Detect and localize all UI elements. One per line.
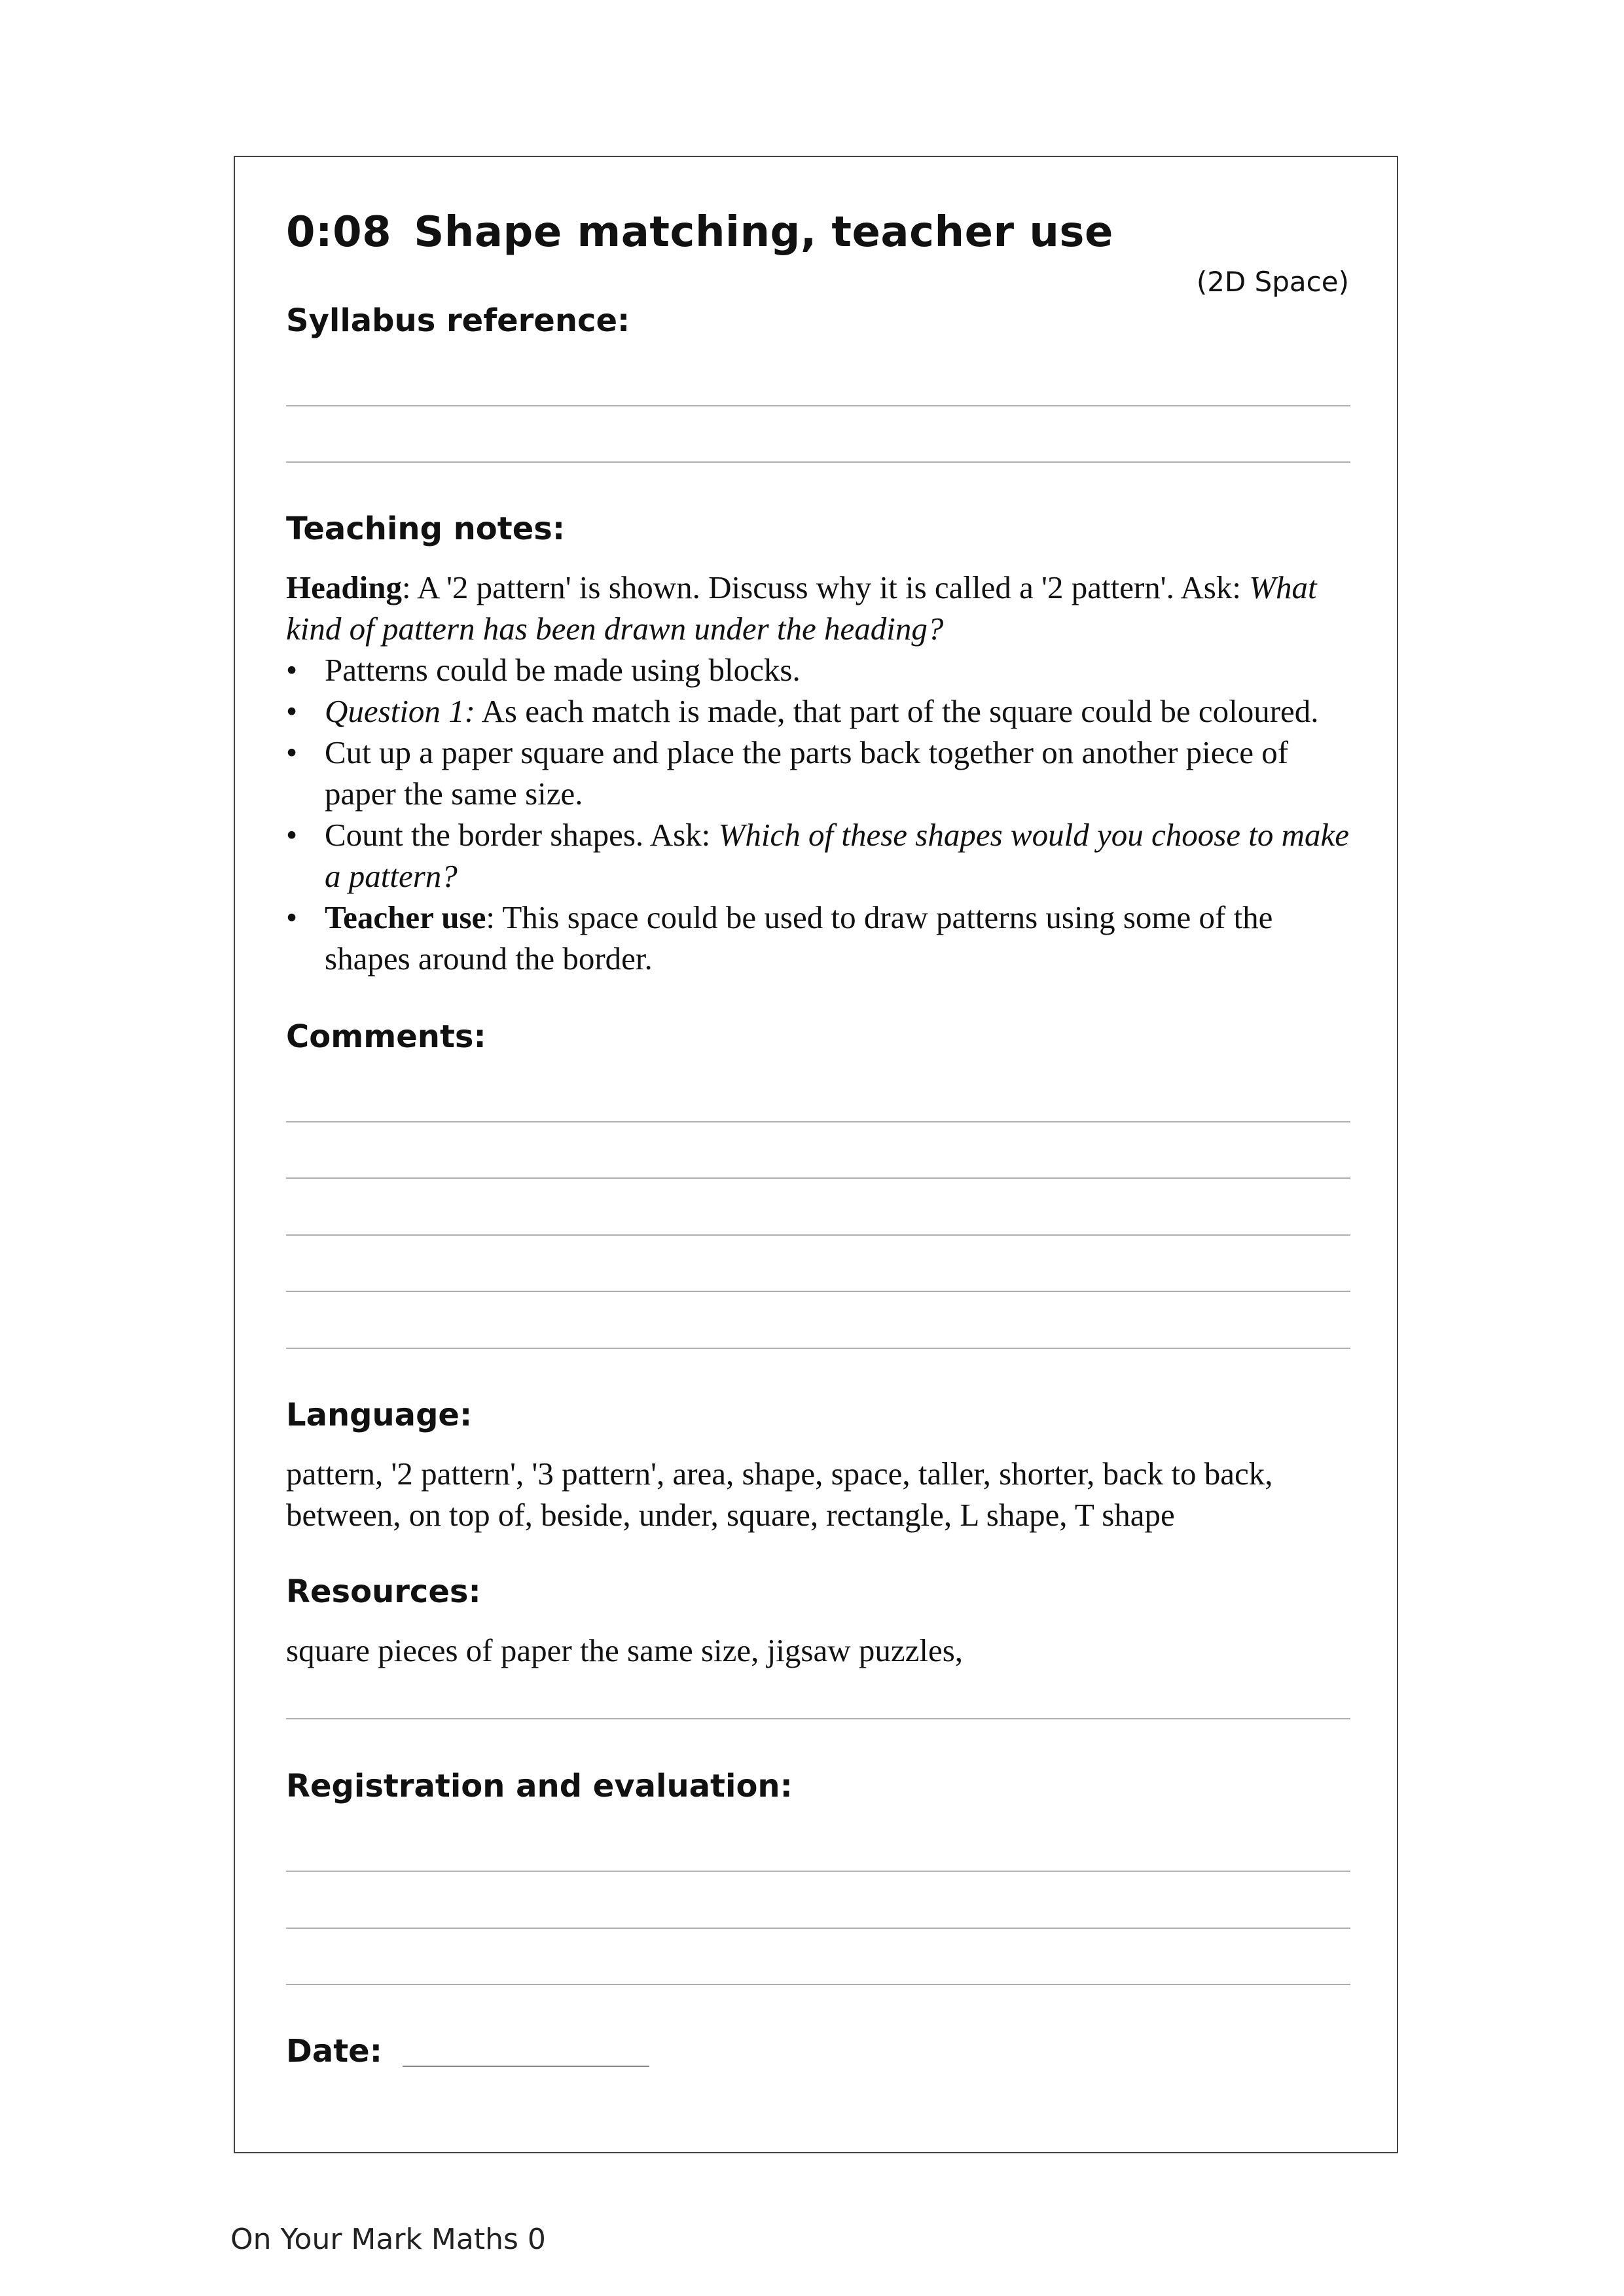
syllabus-line-1 xyxy=(286,405,1350,406)
bullet-text: Cut up a paper square and place the parts back together on another piece of paper the same size. xyxy=(325,734,1289,812)
bullet-icon: • xyxy=(286,652,298,688)
registration-line-2[interactable] xyxy=(286,1928,1350,1929)
resources-line[interactable] xyxy=(286,1718,1350,1719)
list-item xyxy=(286,897,1353,979)
teaching-notes-list xyxy=(286,649,1353,979)
date-line[interactable] xyxy=(403,2066,649,2067)
teaching-notes-heading: Teaching notes: xyxy=(286,511,566,547)
bullet-icon: • xyxy=(286,899,298,935)
bullet-text: As each match is made, that part of the square could be coloured. xyxy=(475,693,1319,729)
bullet-icon: • xyxy=(286,693,298,729)
bullet-italic: Which of these shapes would you choose to make a pattern? xyxy=(325,817,1350,894)
list-item xyxy=(286,814,1353,897)
language-heading: Language: xyxy=(286,1397,473,1433)
page-footer: On Your Mark Maths 0 xyxy=(230,2223,546,2256)
comments-line-2[interactable] xyxy=(286,1177,1350,1179)
comments-heading: Comments: xyxy=(286,1018,486,1055)
registration-line-3[interactable] xyxy=(286,1984,1350,1985)
list-item xyxy=(286,691,1353,732)
worksheet-frame xyxy=(234,156,1398,2153)
bullet-text: Count the border shapes. Ask: xyxy=(325,817,719,853)
comments-line-1[interactable] xyxy=(286,1121,1350,1122)
intro-text: : A '2 pattern' is shown. Discuss why it is called a '2 pattern'. Ask: xyxy=(401,569,1250,605)
bullet-italic: Question 1: xyxy=(325,693,475,729)
comments-line-3[interactable] xyxy=(286,1234,1350,1236)
intro-bold: Heading xyxy=(286,569,402,605)
activity-number: 0:08 xyxy=(286,208,392,257)
intro-italic: What kind of pattern has been drawn under the heading? xyxy=(286,569,1317,647)
registration-heading: Registration and evaluation: xyxy=(286,1768,793,1804)
resources-text: square pieces of paper the same size, jigsaw puzzles, xyxy=(286,1632,964,1668)
teaching-notes-body xyxy=(286,567,1353,979)
teaching-notes-intro xyxy=(286,567,1353,649)
list-item xyxy=(286,649,1353,691)
bullet-bold: Teacher use xyxy=(325,899,486,935)
language-text: pattern, '2 pattern', '3 pattern', area, shape, space, taller, shorter, back to back, between, on top of, beside, under, square, rectangle, L shape, T shape xyxy=(286,1456,1273,1533)
activity-title: Shape matching, teacher use xyxy=(414,208,1113,257)
bullet-text: : This space could be used to draw patterns using some of the shapes around the border. xyxy=(325,899,1273,977)
list-item xyxy=(286,732,1353,814)
syllabus-heading: Syllabus reference: xyxy=(286,302,630,339)
comments-line-5[interactable] xyxy=(286,1348,1350,1349)
topic-label: (2D Space) xyxy=(1196,266,1349,298)
syllabus-line-2 xyxy=(286,461,1350,463)
bullet-icon: • xyxy=(286,734,298,770)
bullet-text: Patterns could be made using blocks. xyxy=(325,652,801,688)
registration-line-1[interactable] xyxy=(286,1871,1350,1872)
resources-heading: Resources: xyxy=(286,1573,481,1610)
bullet-icon: • xyxy=(286,817,298,853)
page-title xyxy=(286,208,1113,257)
comments-line-4[interactable] xyxy=(286,1291,1350,1292)
date-label: Date: xyxy=(286,2033,382,2070)
